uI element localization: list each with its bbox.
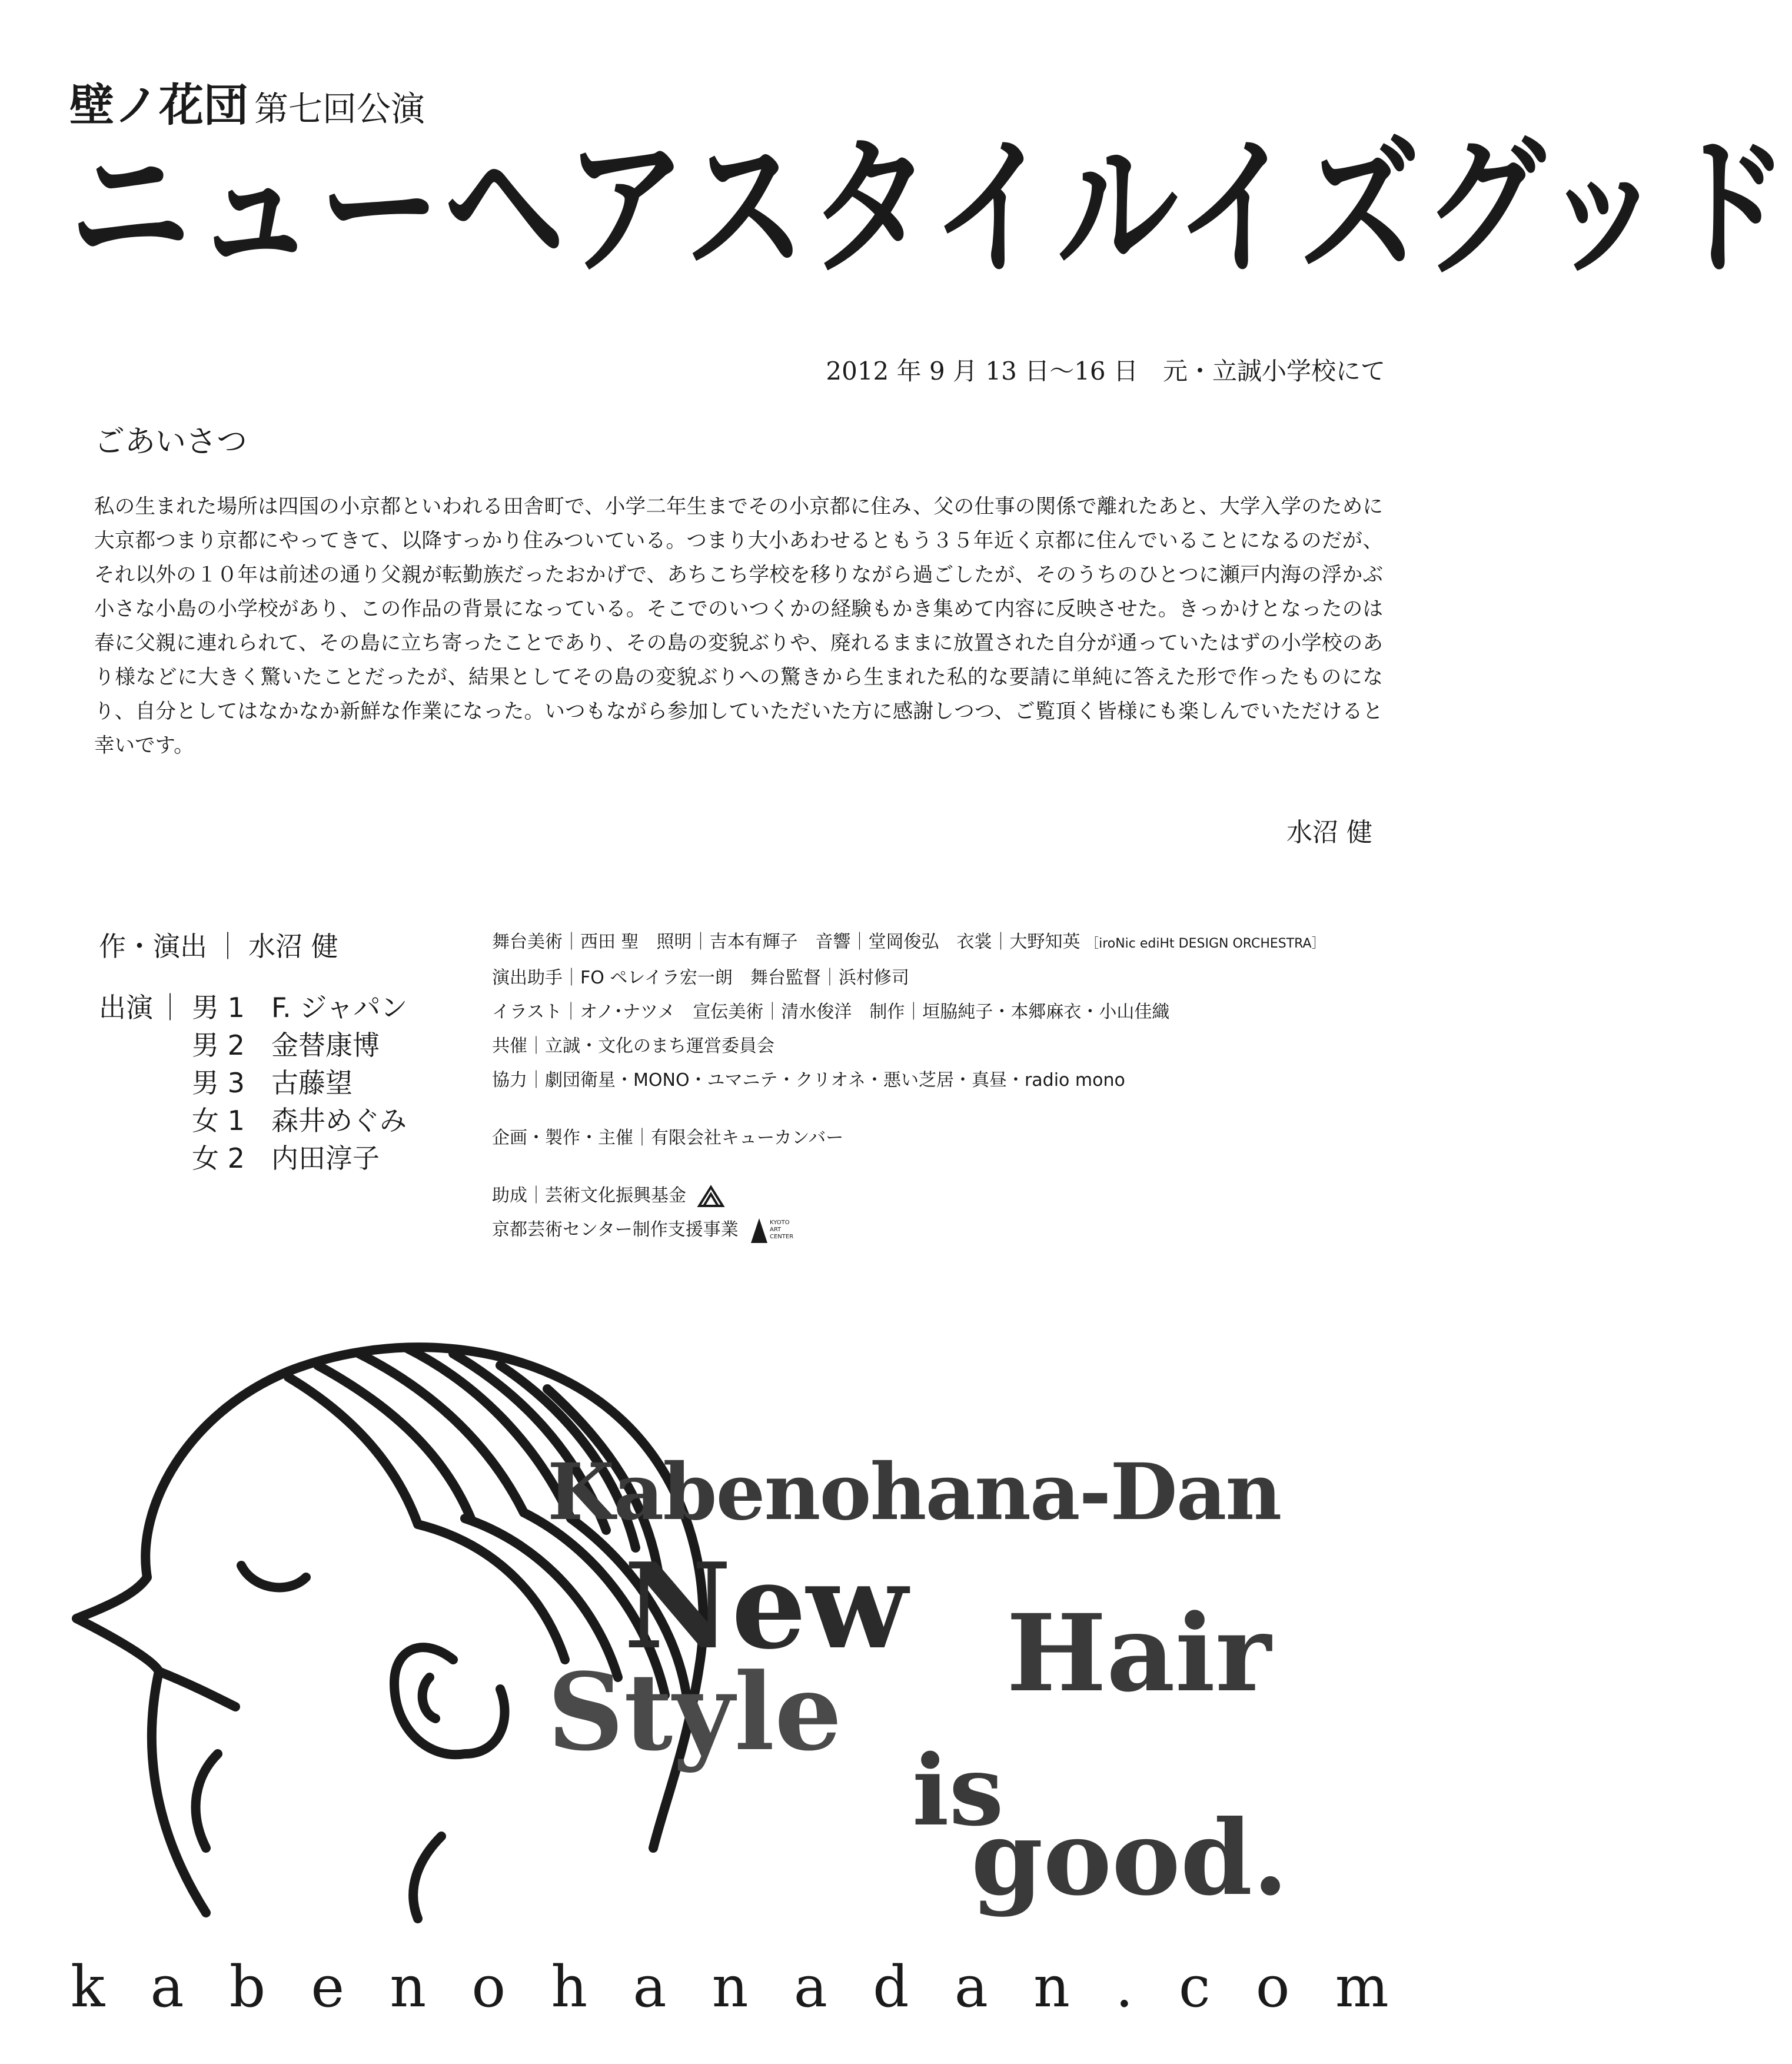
staff-line: イラスト｜オノ･ナツメ 宣伝美術｜清水俊洋 制作｜垣脇純子・本郷麻衣・小山佳織: [492, 1002, 1170, 1022]
url-letter: a: [150, 1954, 184, 2020]
cast-name: 森井めぐみ: [271, 1105, 407, 1136]
cast-row: [99, 989, 407, 1026]
cast-label: 出演: [99, 992, 153, 1023]
english-title-word: good.: [971, 1798, 1289, 1919]
staff-line-text: 舞台美術｜西田 聖 照明｜吉本有輝子 音響｜堂岡俊弘 衣裳｜大野知英: [492, 932, 1080, 952]
url-letter: n: [390, 1954, 427, 2020]
director-label: 作・演出: [99, 930, 207, 962]
staff-credits: [492, 925, 1325, 1247]
support-line-text: 助成｜芸術文化振興基金: [492, 1185, 686, 1206]
url-letter: a: [793, 1954, 827, 2020]
url-letter: n: [1033, 1954, 1070, 2020]
url-letter: m: [1335, 1954, 1389, 2020]
cast-name: F. ジャパン: [271, 992, 408, 1023]
cast-row: [99, 1139, 407, 1177]
cast-name: 古藤望: [271, 1067, 353, 1099]
english-title-word: Hair: [1006, 1591, 1271, 1716]
cast-indent: [99, 1026, 192, 1064]
url-letter: o: [471, 1954, 506, 2020]
cast-row: [99, 1102, 407, 1139]
cast-role: 女 1: [192, 1105, 245, 1136]
page-title: ニューヘアスタイルイズグッド: [69, 119, 1792, 297]
kyoto-art-center-logo-icon: [750, 1216, 797, 1245]
arts-fund-logo-icon: [698, 1186, 724, 1207]
svg-text:KYOTO: KYOTO: [770, 1219, 790, 1226]
url-letter: o: [1255, 1954, 1290, 2020]
director-credit: [99, 928, 407, 965]
staff-line: 演出助手｜FO ペレイラ宏一朗 舞台監督｜浜村修司: [492, 968, 909, 988]
separator: ｜: [214, 930, 241, 962]
cast-name: 内田淳子: [271, 1142, 380, 1174]
url-letter: c: [1178, 1954, 1211, 2020]
english-title-word: New: [624, 1537, 908, 1676]
main-credits: [99, 928, 407, 1177]
url-letter: a: [954, 1954, 988, 2020]
director-name: 水沼 健: [248, 930, 338, 962]
cast-role: 男 3: [192, 1067, 245, 1099]
cast-name: 金替康博: [271, 1029, 380, 1061]
svg-text:ART: ART: [770, 1226, 782, 1233]
cast-role: 男 2: [192, 1029, 245, 1061]
url-letter: b: [229, 1954, 266, 2020]
cast-row: [99, 1064, 407, 1102]
edition-label: 第七回公演: [254, 89, 425, 129]
support-line: [492, 1179, 1325, 1213]
url-letter: k: [71, 1954, 105, 2020]
cast-indent: [99, 1102, 192, 1139]
cast-indent: [99, 1139, 192, 1177]
support-line: [492, 1213, 1325, 1247]
producer-line: 企画・製作・主催｜有限会社キューカンバー: [492, 1128, 844, 1148]
cast-label-wrap: [99, 989, 192, 1026]
spacer: [492, 1155, 1325, 1179]
cast-role: 女 2: [192, 1142, 245, 1174]
separator: ｜: [157, 992, 184, 1023]
greeting-body: 私の生まれた場所は四国の小京都といわれる田舎町で、小学二年生までその小京都に住み、父の仕事の関係で離れたあと、大学入学のために大京都つまり京都にやってきて、以降すっかり住みついている。つまり大小あわせるともう３５年近く京都に住んでいることになるのだが、それ以外の１０年は前述の通り父親が転勤族だったおかげで、あちこち学校を移りながら過ごしたが、そのうちのひとつに瀬戸内海の浮かぶ小さな小島の小学校があり、この作品の背景になっている。そこでのいつくかの経験もかき集めて内容に反映させた。きっかけとなったのは春に父親に連れられて、その島に立ち寄ったことであり、その島の変貌ぶりや、廃れるままに放置された自分が通っていたはずの小学校のあり様などに大きく驚いたことだったが、結果としてその島の変貌ぶりへの驚きから生まれた私的な要請に単純に答えた形で作ったものになり、自分としてはなかなか新鮮な作業になった。いつもながら参加していただいた方に感謝しつつ、ご覧頂く皆様にも楽しんでいただけると幸いです。: [94, 495, 1383, 757]
url-letter: .: [1115, 1954, 1133, 2020]
spacer: [492, 1098, 1325, 1121]
svg-text:CENTER: CENTER: [770, 1233, 794, 1240]
staff-line: 共催｜立誠・文化のまち運営委員会: [492, 1036, 774, 1056]
greeting-heading: ごあいさつ: [94, 424, 248, 460]
cast-row: [99, 1026, 407, 1064]
url-letter: h: [551, 1954, 588, 2020]
costume-note: ［iroNic ediHt DESIGN ORCHESTRA］: [1086, 936, 1325, 951]
staff-line: 協力｜劇団衛星・MONO・ユマニテ・クリオネ・悪い芝居・真昼・radio mono: [492, 1070, 1125, 1091]
spacer: [99, 965, 407, 989]
troupe-name-text: 壁ノ花団: [69, 79, 248, 131]
website-url[interactable]: [71, 1954, 1389, 2020]
english-title-word: Style: [547, 1650, 842, 1774]
english-title-word: is: [912, 1733, 1004, 1847]
url-letter: d: [873, 1954, 909, 2020]
greeting-author: 水沼 健: [1286, 817, 1372, 847]
url-letter: a: [633, 1954, 667, 2020]
staff-line: [492, 925, 1325, 961]
url-letter: e: [311, 1954, 345, 2020]
support-line-text: 京都芸術センター制作支援事業: [492, 1219, 739, 1240]
dates-venue: 2012 年 9 月 13 日〜16 日 元・立誠小学校にて: [826, 357, 1385, 385]
url-letter: n: [712, 1954, 749, 2020]
cast-indent: [99, 1064, 192, 1102]
cast-role: 男 1: [192, 992, 245, 1023]
english-troupe-name: Kabenohana-Dan: [547, 1447, 1281, 1538]
